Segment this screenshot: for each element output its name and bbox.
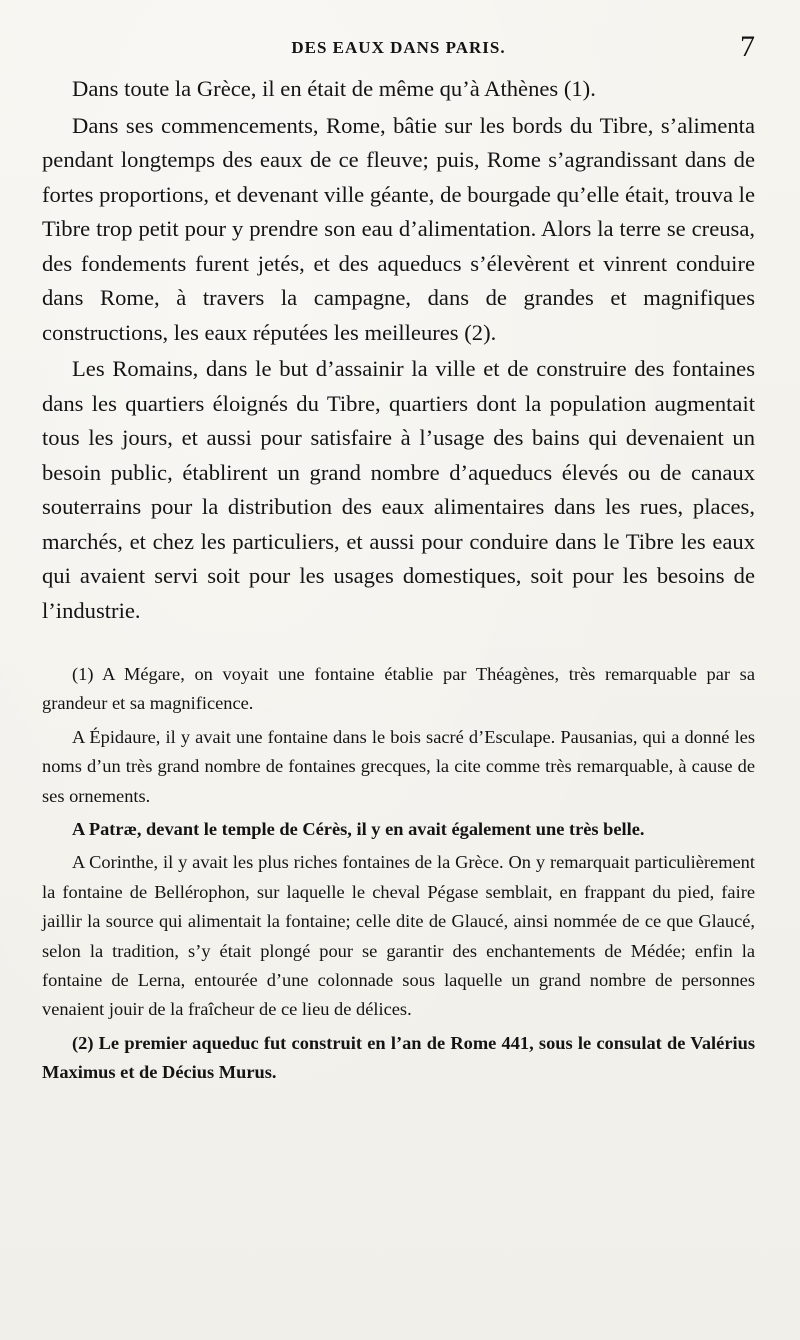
paragraph: Les Romains, dans le but d’assainir la ville et de construire des fontaines dans les quartiers éloignés du Tibre, quartiers dont la population augmentait tous les jours, et aussi pour satisfaire à l’usage des bains qui devenaient un besoin public, établirent un grand nombre d’aqueducs élevés ou de canaux souterrains pour la distribution des eaux alimentaires dans les rues, places, marchés, et chez les particuliers, et aussi pour conduire dans le Tibre les eaux qui avaient servi soit pour les usages domestiques, soit pour les besoins de l’industrie. [42,356,755,623]
footnote: A Patræ, devant le temple de Cérès, il y en avait également une très belle. [72,819,645,840]
paragraph: Dans toute la Grèce, il en était de même qu’à Athènes (1). [72,76,596,101]
running-head [42,30,755,70]
paragraph: Dans ses commencements, Rome, bâtie sur les bords du Tibre, s’alimenta pendant longtemps des eaux de ce fleuve; puis, Rome s’agrandissant dans de fortes proportions, et devenant ville géante, de bourgade qu’elle était, trouva le Tibre trop petit pour y prendre son eau d’alimentation. Alors la terre se creusa, des fondements furent jetés, et des aqueducs s’élevèrent et vinrent conduire dans Rome, à travers la campagne, dans de grandes et magnifiques constructions, les eaux réputées les meilleures (2). [42,112,755,345]
running-title: DES EAUX DANS PARIS. [291,38,506,57]
main-text [42,72,755,628]
footnote: A Épidaure, il y avait une fontaine dans le bois sacré d’Esculape. Pausanias, qui a donné les noms d’un très grand nombre de fontaines grecques, la cite comme très remarquable, à cause de ses ornements. [42,726,755,806]
footnote: (1) A Mégare, on voyait une fontaine établie par Théagènes, très remarquable par sa grandeur et sa magnificence. [42,664,755,714]
footnotes [42,660,755,1088]
page-number: 7 [740,30,755,63]
footnote: A Corinthe, il y avait les plus riches fontaines de la Grèce. On y remarquait particulièrement la fontaine de Bellérophon, sur laquelle le cheval Pégase semblait, en frappant du pied, faire jaillir la source qui alimentait la fontaine; celle dite de Glaucé, ainsi nommée de ce que Glaucé, selon la tradition, s’y était plongé pour se garantir des enchantements de Médée; enfin la fontaine de Lerna, entourée d’une colonnade sous laquelle un grand nombre de personnes venaient jouir de la fraîcheur de ce lieu de délices. [42,852,755,1020]
footnote: (2) Le premier aqueduc fut construit en l’an de Rome 441, sous le consulat de Valérius Maximus et de Décius Murus. [42,1032,755,1083]
